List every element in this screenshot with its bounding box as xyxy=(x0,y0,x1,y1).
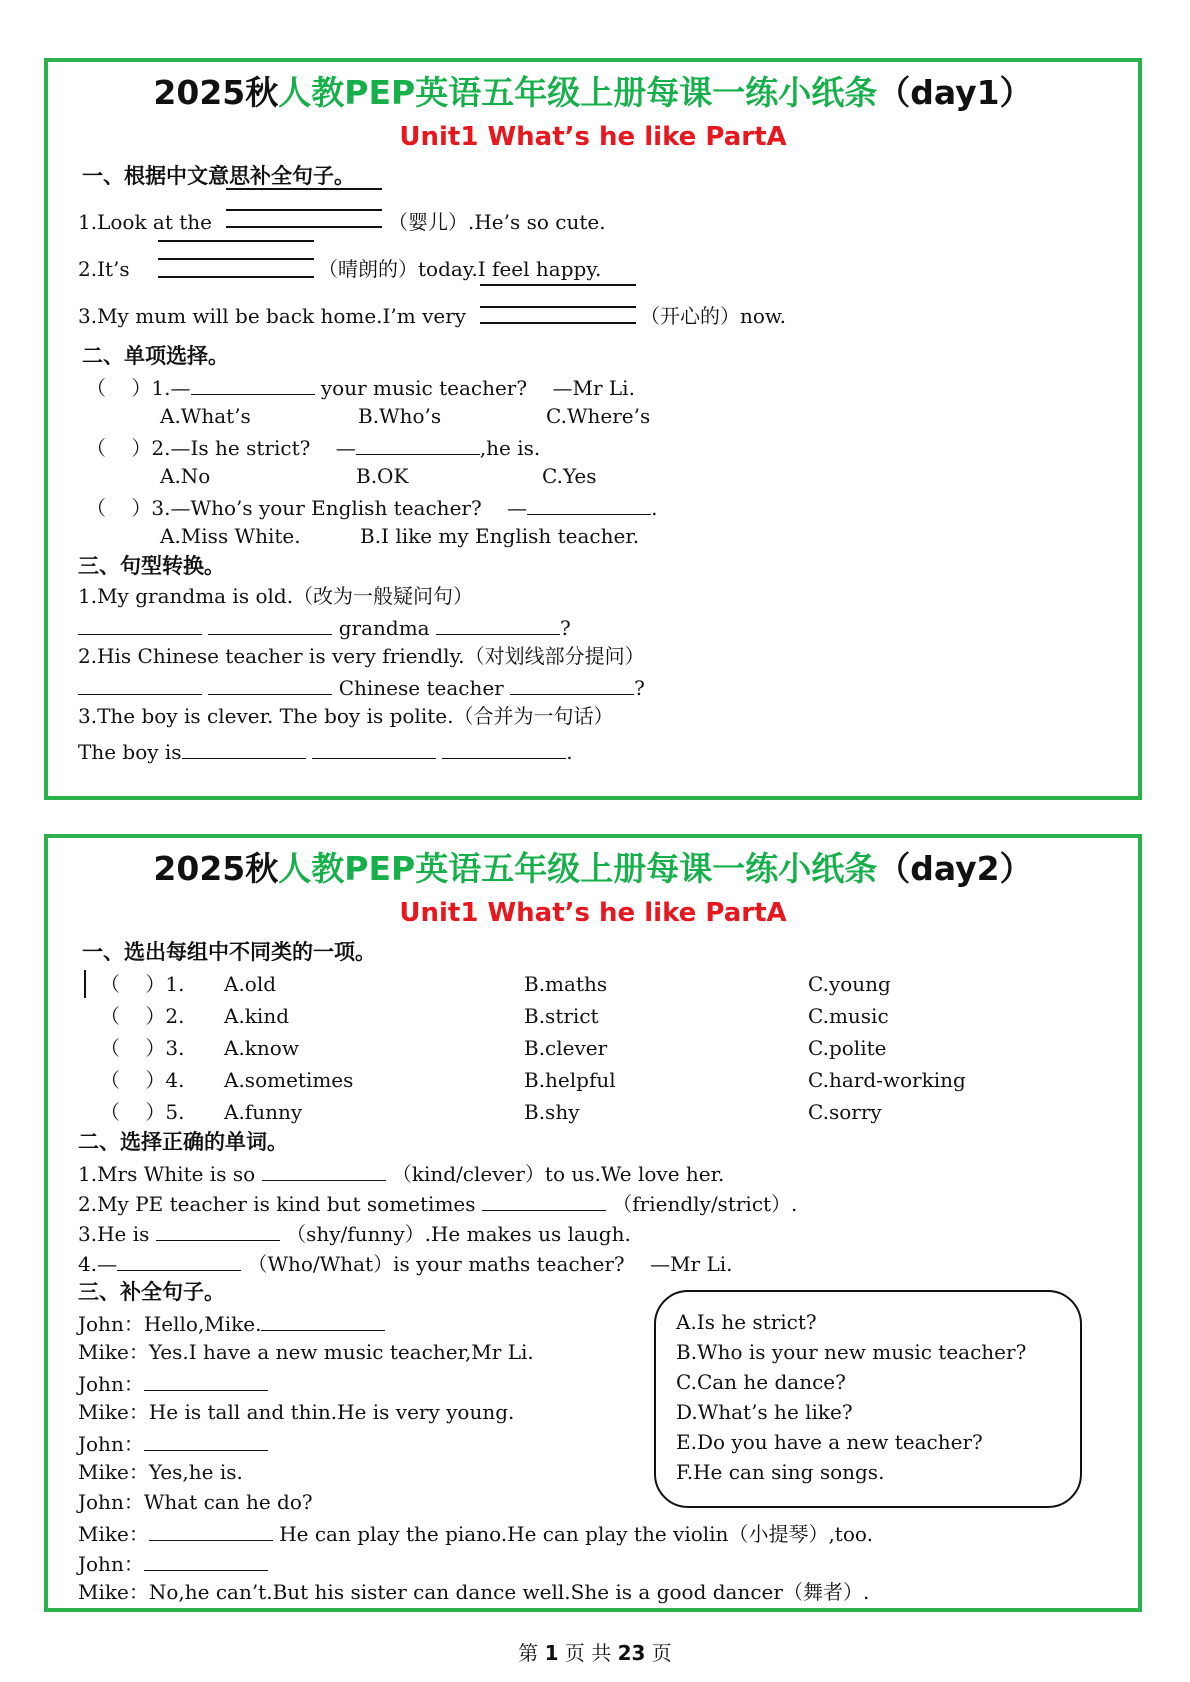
answer-blank[interactable] xyxy=(208,676,332,695)
total-page-count: 23 xyxy=(617,1641,646,1665)
day1-s1-q2-line-mid xyxy=(158,258,314,260)
day1-s3-q2: 2.His Chinese teacher is very friendly.（对划线部分提问） xyxy=(78,644,645,668)
answer-blank[interactable] xyxy=(117,1252,241,1271)
day1-s1-q1-after: （婴儿）.He’s so cute. xyxy=(388,210,606,234)
day2-s1-row4-b: B.helpful xyxy=(524,1068,616,1092)
day1-s3-q2-answer: Chinese teacher ? xyxy=(78,676,645,698)
day2-section1-heading: 一、选出每组中不同类的一项。 xyxy=(82,940,376,964)
answer-blank[interactable] xyxy=(436,616,560,635)
dialogue-line-6: Mike：Yes,he is. xyxy=(78,1460,243,1484)
answer-blank[interactable] xyxy=(144,1432,268,1451)
answer-blank[interactable] xyxy=(356,436,480,455)
answer-blank[interactable] xyxy=(442,740,566,759)
day1-s2-q1-option-c: C.Where’s xyxy=(546,404,651,428)
day2-section3-heading: 三、补全句子。 xyxy=(78,1280,225,1304)
worksheet-day2 xyxy=(44,834,1142,1612)
day2-s1-row3-a: A.know xyxy=(224,1036,299,1060)
day1-s2-q1-option-a: A.What’s xyxy=(160,404,251,428)
answer-blank[interactable] xyxy=(78,676,202,695)
day1-s1-q1-text: 1.Look at the xyxy=(78,210,212,234)
option-e: E.Do you have a new teacher? xyxy=(676,1430,983,1454)
day2-s1-row1-a: A.old xyxy=(224,972,277,996)
day1-s1-q1-line-top xyxy=(226,188,382,190)
day1-s1-q1-line-bot xyxy=(226,226,382,228)
day1-section2-heading: 二、单项选择。 xyxy=(82,344,229,368)
day2-s1-row5-number: （ ）5. xyxy=(100,1100,185,1124)
dialogue-line-10: Mike：No,he can’t.But his sister can dance well.She is a good dancer（舞者）. xyxy=(78,1580,870,1604)
text-cursor xyxy=(84,970,86,998)
day1-s1-q2-text: 2.It’s xyxy=(78,257,130,281)
day2-s2-q1: 1.Mrs White is so （kind/clever）to us.We love her. xyxy=(78,1162,725,1186)
answer-blank[interactable] xyxy=(156,1222,280,1241)
worksheet-day1 xyxy=(44,58,1142,800)
day1-s1-q2-line-top xyxy=(158,240,314,242)
day1-s1-q2-after: （晴朗的）today.I feel happy. xyxy=(318,257,602,281)
day1-s1-q3-text: 3.My mum will be back home.I’m very xyxy=(78,304,467,328)
answer-blank[interactable] xyxy=(510,676,634,695)
answer-blank[interactable] xyxy=(312,740,436,759)
answer-blank[interactable] xyxy=(527,496,651,515)
answer-blank[interactable] xyxy=(208,616,332,635)
answer-blank[interactable] xyxy=(144,1372,268,1391)
day2-section2-heading: 二、选择正确的单词。 xyxy=(78,1130,288,1154)
day1-s2-q2: （ ）2.—Is he strict? — ,he is. xyxy=(86,436,541,460)
day1-s2-q2-option-c: C.Yes xyxy=(542,464,597,488)
dialogue-line-7: John：What can he do? xyxy=(78,1490,313,1514)
answer-blank[interactable] xyxy=(78,616,202,635)
option-c: C.Can he dance? xyxy=(676,1370,846,1394)
current-page-number: 1 xyxy=(544,1641,559,1665)
day2-s1-row4-a: A.sometimes xyxy=(224,1068,354,1092)
day1-s1-q2-line-bot xyxy=(158,276,314,278)
dialogue-line-1: John：Hello,Mike. xyxy=(78,1312,385,1334)
day2-s1-row5-a: A.funny xyxy=(224,1100,303,1124)
day1-s1-q3-after: （开心的）now. xyxy=(640,304,787,328)
day1-title: 2025秋人教PEP英语五年级上册每课一练小纸条（day1） xyxy=(153,73,1033,112)
day1-s2-q3-option-b: B.I like my English teacher. xyxy=(360,524,640,548)
answer-blank[interactable] xyxy=(182,740,306,759)
day2-s1-row4-number: （ ）4. xyxy=(100,1068,185,1092)
answer-blank[interactable] xyxy=(144,1552,268,1571)
day1-s1-q3-line-mid xyxy=(480,306,636,308)
day2-s1-row1-c: C.young xyxy=(808,972,891,996)
day1-s3-q3-answer: The boy is . xyxy=(78,740,573,764)
day1-s2-q2-option-a: A.No xyxy=(160,464,211,488)
dialogue-line-3: John： xyxy=(78,1372,268,1394)
answer-blank[interactable] xyxy=(262,1162,386,1181)
day2-s1-row1-number: （ ）1. xyxy=(100,972,185,996)
day2-s1-row2-c: C.music xyxy=(808,1004,889,1028)
answer-blank[interactable] xyxy=(191,376,315,395)
day1-s2-q2-option-b: B.OK xyxy=(356,464,409,488)
day1-section1-heading: 一、根据中文意思补全句子。 xyxy=(82,164,355,188)
option-b: B.Who is your new music teacher? xyxy=(676,1340,1027,1364)
option-a: A.Is he strict? xyxy=(676,1310,817,1334)
day1-s1-q1-line-mid xyxy=(226,209,382,211)
day2-s1-row5-b: B.shy xyxy=(524,1100,580,1124)
day1-s3-q1-answer: grandma ? xyxy=(78,616,571,638)
day2-s1-row1-b: B.maths xyxy=(524,972,608,996)
day1-s2-q3-option-a: A.Miss White. xyxy=(160,524,301,548)
day2-s1-row2-b: B.strict xyxy=(524,1004,599,1028)
answer-blank[interactable] xyxy=(482,1192,606,1211)
dialogue-line-4: Mike：He is tall and thin.He is very young. xyxy=(78,1400,515,1424)
day1-s2-q3: （ ）3.—Who’s your English teacher? — . xyxy=(86,496,658,520)
dialogue-line-5: John： xyxy=(78,1432,268,1454)
day2-subtitle: Unit1 What’s he like PartA xyxy=(399,898,787,928)
day1-s3-q3: 3.The boy is clever. The boy is polite.（合并为一句话） xyxy=(78,704,614,728)
day2-s1-row2-number: （ ）2. xyxy=(100,1004,185,1028)
page-footer: 第 1 页 共 23 页 xyxy=(518,1641,672,1665)
option-d: D.What’s he like? xyxy=(676,1400,853,1424)
day1-s1-q3-line-top xyxy=(480,284,636,286)
day2-s1-row2-a: A.kind xyxy=(224,1004,289,1028)
day1-s2-q1: （ ）1.— your music teacher? —Mr Li. xyxy=(86,376,635,400)
dialogue-line-9: John： xyxy=(78,1552,268,1574)
day1-s2-q1-option-b: B.Who’s xyxy=(358,404,442,428)
day2-s2-q4: 4.— （Who/What）is your maths teacher? —Mr Li. xyxy=(78,1252,733,1276)
day1-subtitle: Unit1 What’s he like PartA xyxy=(399,122,787,152)
day2-title: 2025秋人教PEP英语五年级上册每课一练小纸条（day2） xyxy=(153,849,1033,888)
dialogue-line-8: Mike： He can play the piano.He can play the violin（小提琴）,too. xyxy=(78,1522,873,1546)
day1-section3-heading: 三、句型转换。 xyxy=(78,554,225,578)
day2-s2-q3: 3.He is （shy/funny）.He makes us laugh. xyxy=(78,1222,631,1246)
day2-s1-row3-c: C.polite xyxy=(808,1036,887,1060)
day2-s2-q2: 2.My PE teacher is kind but sometimes （friendly/strict）. xyxy=(78,1192,798,1216)
day2-s1-row4-c: C.hard-working xyxy=(808,1068,966,1092)
day1-s1-q3-line-bot xyxy=(480,322,636,324)
day2-s1-row3-b: B.clever xyxy=(524,1036,608,1060)
option-f: F.He can sing songs. xyxy=(676,1460,885,1484)
dialogue-line-2: Mike：Yes.I have a new music teacher,Mr Li. xyxy=(78,1340,534,1364)
answer-blank[interactable] xyxy=(149,1522,273,1541)
day2-s1-row3-number: （ ）3. xyxy=(100,1036,185,1060)
day1-s3-q1: 1.My grandma is old.（改为一般疑问句） xyxy=(78,584,474,608)
answer-blank[interactable] xyxy=(261,1312,385,1331)
day2-s1-row5-c: C.sorry xyxy=(808,1100,882,1124)
